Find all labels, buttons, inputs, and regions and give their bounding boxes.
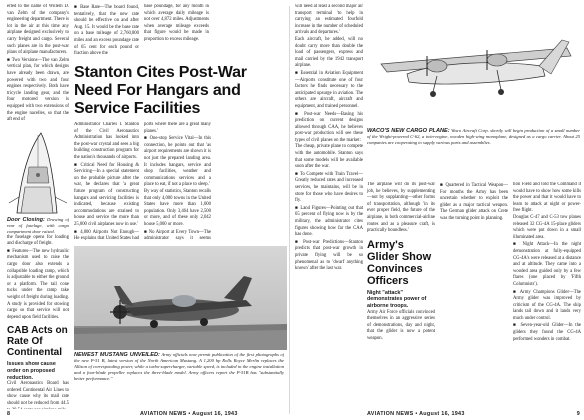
article-text: ■ Critical Need for Housing & Servicing—In a special statement on the probable picture after the war, he declares that 'a great future program of constructing hangars and servicing facilities is indicated, because existing accommodations are strained to house and service the more than 25,000 civil airplanes now in use.' [74, 161, 139, 227]
article-column-2 [144, 122, 211, 242]
article-text: The airplane will do its post-war job, he believes, by supplementing—not by supplanting—other forms of transportation, although 'in its ever proper field, the future of the airplane, in both commercial-airline routes and as a pleasure craft, is practically boundless.' [367, 182, 435, 234]
left-page-number: 8 [7, 411, 11, 417]
glider-column-1 [367, 182, 435, 410]
article-headline: Stanton Cites Post-War Need For Hangars and Service Facilities [74, 64, 247, 117]
article-text: base poundage, for any month in which average daily mileage is not over 4,872 miles. Adjustments when average mileage exceeds that figure would be made in proportion to excess mileage. [144, 4, 209, 42]
article-text: By way of statistics, Stanton recalls that only 4,000 towns in the United States have more than 1,000 population. Only 3,464 have 2,500 or more, and of these only 2,042 house 5,000 or more. [144, 188, 211, 227]
article-text: the fuselage opens for loading and discharge of freight. [7, 234, 69, 247]
right-page-number: 9 [576, 411, 580, 417]
article-header [74, 64, 284, 118]
article-text: ■ Army Champions Glider—The Army glider was improved by criticism of the CG-4A. The ship lands tail down and it lands very much under control. [513, 288, 581, 321]
article-text: ■ Night Attack—In the night demonstration at fully-equipped CG-4A's were released at a distance and at altitude. They came into a wooded area guided only by a few flares (one placed by 'Fifth Columnists'). [513, 241, 581, 287]
waco-cargo-photo [367, 4, 582, 128]
article-text: ■ Seven-year-old Glider—In the gliders they found the CG-4A performed wonders in combat. [513, 322, 581, 342]
article-text: Administrator Charles I. Stanton of the Civil Aeronautics Administration has looked into the post-war crystal and sees a big building construction program for the nation's thousands of airports. [74, 122, 139, 160]
glider-headline: Army's Glider Show Convinces Officers [367, 238, 432, 287]
waco-caption-block [367, 128, 580, 180]
article-text: will need at least a second major air transport terminal 'to help in carrying an estimated fourfold increase in the number of scheduled arrivals and departures.' [295, 4, 363, 36]
article-text: ■ Essential in Aviation Equipment—Airports constitute one of four factors he finds necessary to the anticipated upsurge in aviation. The others are aircraft, aircraft and equipment, and trained personnel. [295, 69, 363, 109]
article-text: Each aircraft, he added, will no doubt carry more than double the load of passengers, express and mail carried by the 1942 transport airplane. [295, 36, 363, 69]
cargo-door-drawing [7, 127, 69, 215]
article-text: ■ Two Versions—The van Zelm vertical plan, for which designs have already been drawn, are powered with two and four engines respectively. Both have tricycle landing gear, and the four motored version is equipped with two extensions of the engine nacelles, so that the aft end of [7, 56, 69, 123]
article-text: tion Field and told the Command it would have to show how some kills the power and that it would have to learn to attack at night or power-free flight. [513, 182, 581, 214]
article-text: Army Air Force officials convinced themselves in an aggressive series of demonstrations, day and night, that the glider is now a potent weapon. [367, 309, 435, 341]
cab-headline: CAB Acts on Rate Of Continental [7, 325, 68, 359]
right-folio-title: AVIATION NEWS • August 16, 1943 [367, 411, 465, 417]
article-text: ■ To Compete with Train Travel—Greatly reduced rates and increased services, he maintains, will be in store for those who have desires to fly. [295, 170, 363, 204]
mustang-aircraft-image [74, 246, 287, 350]
article-text: ■ Quartered in Tactical Weapon—For months the Army has been uncertain whether to exploit the glider as a major tactical weapon. The German glider attack on Crete was the turning point in planning. [440, 182, 508, 221]
article-text: ■ Features—The new hydraulic mechanism used to raise the cargo door also extends a collapsible loading ramp, which is adjustable to either the ground or a platform. The tail cone tucks under the ramp take weight of freight during loading. A study is provided for stowing cargo so that service will not depend upon field facilities. [7, 247, 69, 320]
article-text: ports where there are a great many planes.' [144, 122, 211, 134]
article-text: Civil Aeronautics Board has ordered Continental Air Lines to show cause why its mail rate should not be reduced from 44.5 [7, 381, 69, 406]
article-text: ■ Post-war Predictions—Stanton predicts that post-war growth in private flying will be so phenomenal as to 'dwarf anything known' after the last war. [295, 238, 363, 272]
article-text: The cheap, private plane to compete with the automobile. Stanton says that some models will be available soon after the war. [295, 144, 363, 170]
article-text: ■ 4,000 Airports Not Enough—He explains that United States had [74, 228, 139, 242]
right-page [293, 0, 584, 420]
article-text: ■ One-stop Service Vital—In this connection, he points out that 'as airport requirements are shown it is not just the prepared landing area. It includes hangars, service and shop facilities, weather and communications services and a place to eat, if not a place to sleep.' [144, 135, 211, 188]
page-gutter [289, 6, 290, 414]
fuselage-drawing [7, 127, 69, 215]
glider-deck: Night "attack" demonstrates power of airborne troops. [367, 289, 427, 309]
mustang-caption-block [74, 352, 284, 410]
article-text: ■ Post-war Needs—Basing his prediction on current designs allowed through CAA, he believes post-war production will see these types of civil planes on the market: [295, 110, 363, 143]
glider-column-2 [440, 182, 508, 410]
article-text: Douglas C-47 and C-53 tow planes released 32 CG-4A 15-place gliders which were put down in a small illuminated area. [513, 214, 581, 240]
drawing-caption: Door Closing: Drawing of rear of fuselage, with cargo compartment door raised. [7, 216, 69, 234]
left-column-3-top [144, 4, 209, 62]
right-column-1 [295, 4, 363, 410]
article-text: erted to the name of Willem D. van Zelm of the company's engineering department. There is lot in the air at this time any airplane designed exclusively to carry freight and cargo. Several such planes are in the post-war plans of airplane manufacturers. [7, 4, 69, 56]
mustang-photo [74, 246, 287, 350]
left-column-2-top [74, 4, 139, 62]
mustang-caption: NEWEST MUSTANG UNVEILED: Army officials now permit publication of the first photographs of the new P-51 B, latest version of the North American Mustang. A 1,200 hp Rolls Royce Merlin replaces the Allison of corresponding power, while a turbo-supercharger, variable speed, is included in the engine installation and a four-blade propeller replaces the three-blade model. Army officers report the P-51B has "substantially better performance." [74, 352, 284, 381]
glider-column-3 [513, 182, 581, 410]
article-text: ■ No Airport at Every Town—The administrator says it seems [144, 228, 211, 242]
cab-deck: Issues show cause order on proposed reduction. [7, 361, 56, 381]
waco-aircraft-image [367, 4, 582, 128]
left-folio-title: AVIATION NEWS • August 16, 1943 [140, 411, 238, 417]
left-page [0, 0, 287, 420]
article-text: ■ Base Rate—The board found, tentatively, that the new rate should be effective on and after Aug. 15. It would be the base rate on a base mileage of 2,760,800 miles and an excess poundage rate of 65 cent for each pound or fraction above the [74, 4, 139, 57]
article-column-1 [74, 122, 139, 242]
waco-caption: WACO'S NEW CARGO PLANE: Waco Aircraft Corp. shortly will begin production of a small number of the Wright-powered C-62, a twin-engine, wooden high-wing monoplane, designed as a cargo carrier. About 25 companies are cooperating to supply various parts and assemblies. [367, 128, 580, 145]
left-column-1 [7, 4, 69, 409]
article-text: ■ Land Figures—Pointing out that 65 percent of flying now is by the military, the administrator cites figures showing how far the CAA has done. [295, 204, 363, 238]
